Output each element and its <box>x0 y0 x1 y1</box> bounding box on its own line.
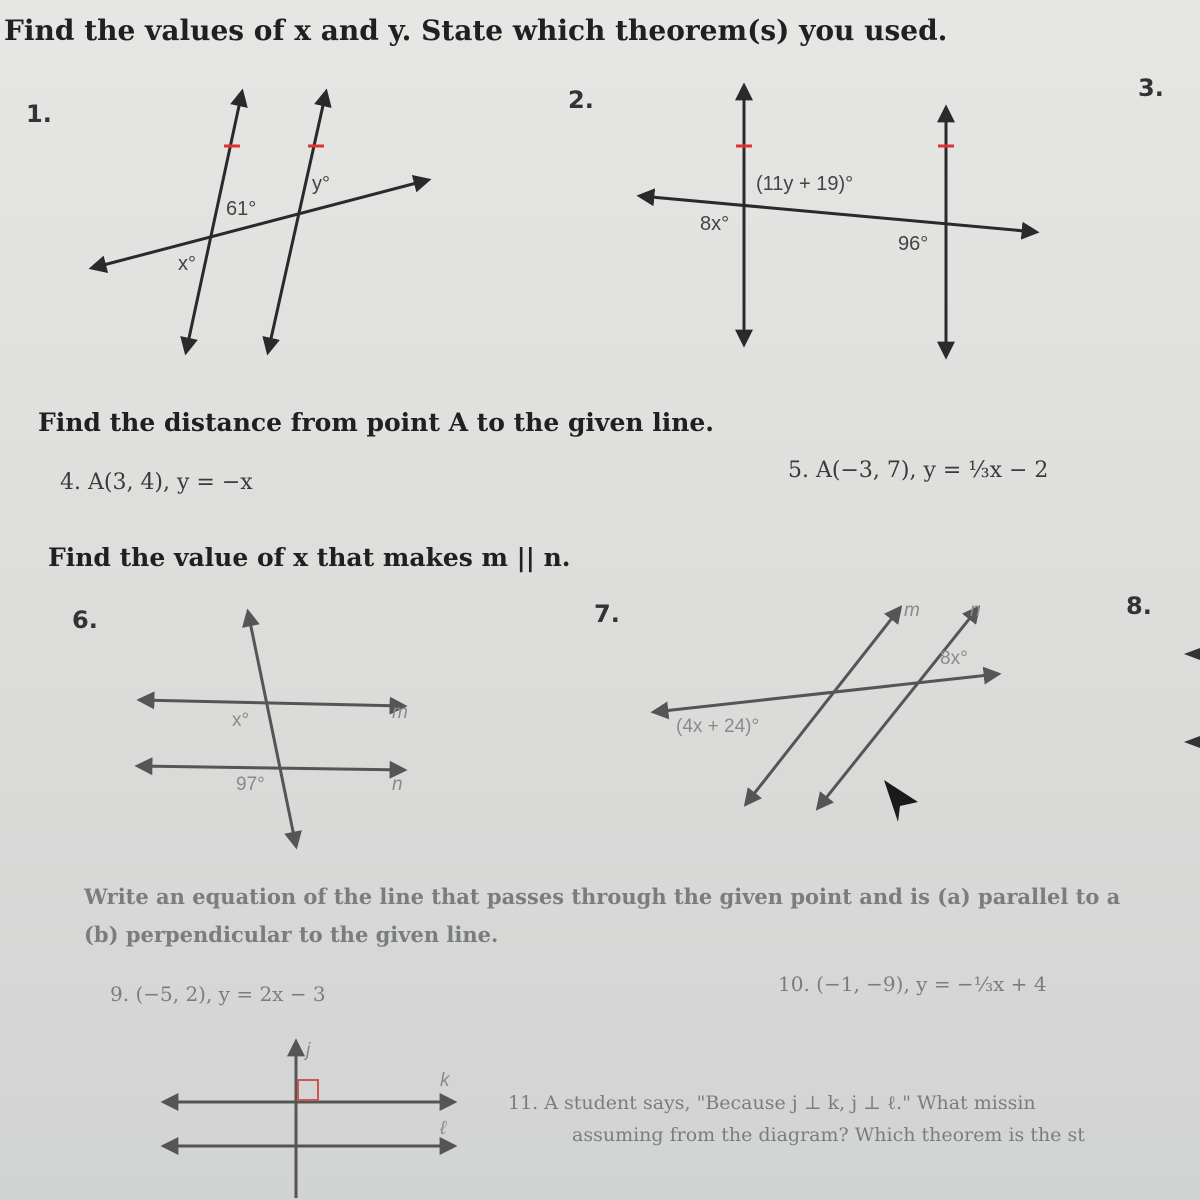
figure-problem-2 <box>640 86 1036 356</box>
p6-angle-x: x° <box>232 710 250 731</box>
figure-problem-6 <box>138 612 408 846</box>
p7-transversal <box>654 674 998 712</box>
problem-2-number: 2. <box>568 86 594 114</box>
p1-parallel-line-2 <box>268 92 326 352</box>
problem-4: 4. A(3, 4), y = −x <box>60 470 253 495</box>
figure-problem-11 <box>164 1040 454 1198</box>
p2-angle-11y-19: (11y + 19)° <box>756 173 854 195</box>
p11-label-j: j <box>306 1040 311 1061</box>
p1-transversal <box>92 180 428 268</box>
figure-problem-7 <box>654 600 998 822</box>
problem-6-number: 6. <box>72 606 98 634</box>
problem-10: 10. (−1, −9), y = −⅓x + 4 <box>778 972 1047 996</box>
p8-arrow-top-icon <box>1184 648 1200 660</box>
problem-8-number: 8. <box>1126 592 1152 620</box>
p1-angle-x: x° <box>178 253 196 275</box>
problem-5: 5. A(−3, 7), y = ⅓x − 2 <box>788 458 1049 483</box>
mouse-cursor-icon <box>884 780 918 822</box>
p11-right-angle-mark <box>298 1080 318 1100</box>
p11-label-l: ℓ <box>440 1118 447 1139</box>
p7-label-n: n <box>970 600 981 621</box>
p6-angle-97: 97° <box>236 774 265 795</box>
p7-line-m <box>746 608 900 804</box>
figure-problem-8-partial <box>1184 648 1200 748</box>
p1-angle-y: y° <box>312 173 330 195</box>
p8-arrow-bottom-icon <box>1184 736 1200 748</box>
p6-label-m: m <box>392 702 408 723</box>
problem-11-line1: 11. A student says, "Because j ⊥ k, j ⊥ ℓ." What missin <box>508 1092 1036 1114</box>
p1-parallel-line-1 <box>186 92 242 352</box>
p6-line-m <box>140 700 404 706</box>
instruction-distance: Find the distance from point A to the given line. <box>38 408 715 437</box>
p6-line-n <box>138 766 404 770</box>
p7-angle-8x: 8x° <box>940 648 968 669</box>
problem-9: 9. (−5, 2), y = 2x − 3 <box>110 982 326 1006</box>
problem-7-number: 7. <box>594 600 620 628</box>
problem-3-number: 3. <box>1138 74 1164 102</box>
p11-label-k: k <box>440 1070 450 1091</box>
instruction-equation-line2: (b) perpendicular to the given line. <box>84 922 499 947</box>
p2-angle-8x: 8x° <box>700 213 730 235</box>
p7-label-m: m <box>904 600 920 621</box>
p7-angle-4x-24: (4x + 24)° <box>676 716 760 737</box>
p6-transversal <box>248 612 296 846</box>
instruction-find-x-y: Find the values of x and y. State which theorem(s) you used. <box>4 14 948 47</box>
instruction-parallel-x: Find the value of x that makes m || n. <box>48 543 571 572</box>
figure-problem-1 <box>92 92 428 352</box>
p6-label-n: n <box>392 774 403 795</box>
p7-line-n <box>818 608 978 808</box>
p2-angle-96: 96° <box>898 233 929 255</box>
instruction-equation-line1: Write an equation of the line that passes through the given point and is (a) parallel to a <box>84 884 1121 909</box>
p1-angle-61: 61° <box>226 198 257 220</box>
problem-1-number: 1. <box>26 100 52 128</box>
problem-11-line2: assuming from the diagram? Which theorem is the st <box>572 1124 1085 1146</box>
